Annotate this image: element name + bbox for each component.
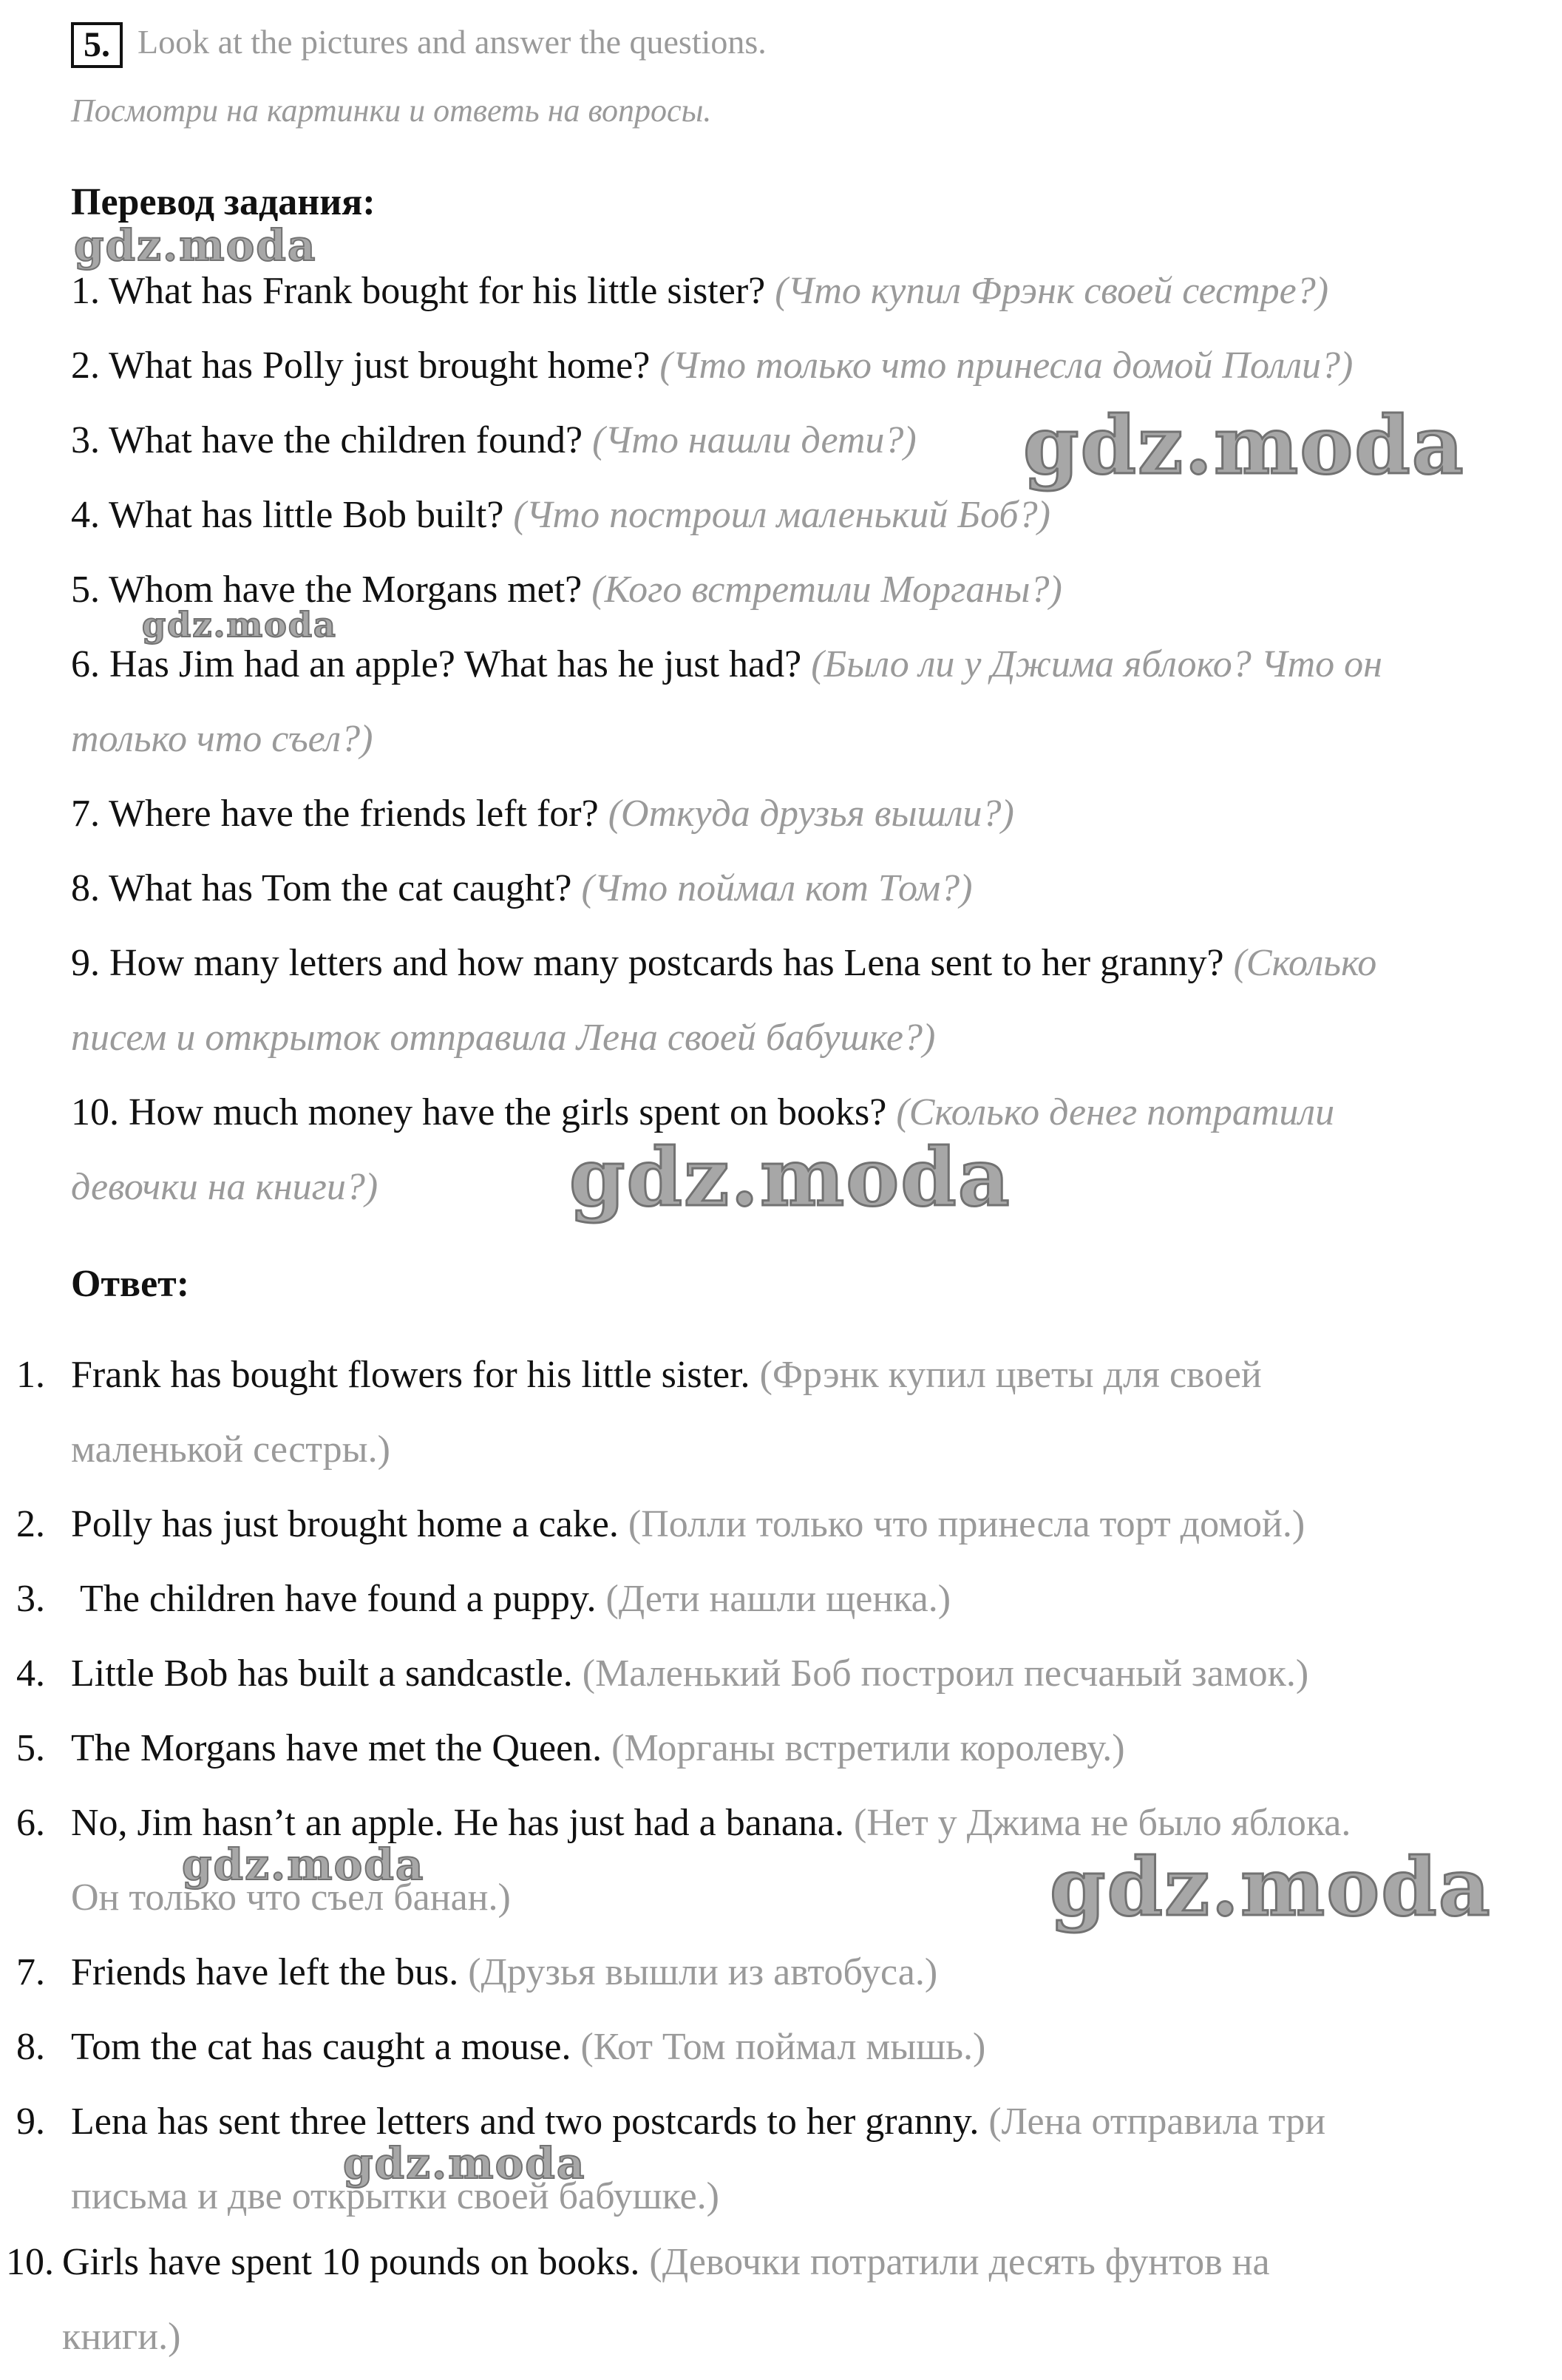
answer-8-number: 8.	[16, 2026, 45, 2068]
answer-7-number: 7.	[16, 1951, 45, 1993]
watermark: gdz.moda	[1023, 399, 1465, 492]
task-number: 5.	[71, 22, 123, 68]
translation-heading: Перевод задания:	[71, 181, 376, 223]
answer-7: Friends have left the bus. (Друзья вышли из автобуса.)	[71, 1951, 938, 1993]
question-6: 6. Has Jim had an apple? What has he just had? (Было ли у Джима яблоко? Что он	[71, 643, 1382, 685]
answer-2-number: 2.	[16, 1503, 45, 1545]
answer-3: The children have found a puppy. (Дети нашли щенка.)	[71, 1578, 951, 1620]
watermark: gdz.moda	[142, 605, 337, 645]
answer-9-continued: письма и две открытки своей бабушке.)	[71, 2175, 719, 2217]
question-2: 2. What has Polly just brought home? (Что только что принесла домой Полли?)	[71, 345, 1354, 387]
answer-8: Tom the cat has caught a mouse. (Кот Том поймал мышь.)	[71, 2026, 986, 2068]
answer-5: The Morgans have met the Queen. (Морганы встретили королеву.)	[71, 1727, 1125, 1769]
question-9-continued: писем и открыток отправила Лена своей бабушке?)	[71, 1017, 936, 1059]
answer-1: Frank has bought flowers for his little sister. (Фрэнк купил цветы для своей	[71, 1354, 1262, 1396]
answer-2: Polly has just brought home a cake. (Полли только что принесла торт домой.)	[71, 1503, 1305, 1545]
question-1: 1. What has Frank bought for his little sister? (Что купил Фрэнк своей сестре?)	[71, 270, 1329, 312]
question-10-continued: девочки на книги?)	[71, 1166, 378, 1208]
instruction-ru: Посмотри на картинки и ответь на вопросы.	[71, 92, 712, 129]
answer-1-number: 1.	[16, 1354, 45, 1396]
answer-heading: Ответ:	[71, 1263, 190, 1305]
question-3: 3. What have the children found? (Что нашли дети?)	[71, 419, 917, 461]
watermark: gdz.moda	[74, 220, 317, 271]
answer-4: Little Bob has built a sandcastle. (Маленький Боб построил песчаный замок.)	[71, 1652, 1309, 1695]
answer-4-number: 4.	[16, 1652, 45, 1695]
answer-9-number: 9.	[16, 2101, 45, 2143]
watermark: gdz.moda	[343, 2138, 586, 2189]
question-5: 5. Whom have the Morgans met? (Кого встретили Морганы?)	[71, 569, 1062, 611]
question-8: 8. What has Tom the cat caught? (Что поймал кот Том?)	[71, 867, 973, 909]
answer-1-continued: маленькой сестры.)	[71, 1428, 390, 1471]
answer-10-number: 10.	[6, 2241, 54, 2283]
answer-6-number: 6.	[16, 1802, 45, 1844]
watermark: gdz.moda	[1050, 1841, 1492, 1934]
answer-6-continued: Он только что съел банан.)	[71, 1876, 511, 1919]
answer-10: Girls have spent 10 pounds on books. (Девочки потратили десять фунтов на	[62, 2241, 1270, 2283]
question-7: 7. Where have the friends left for? (Откуда друзья вышли?)	[71, 793, 1014, 835]
answer-5-number: 5.	[16, 1727, 45, 1769]
question-10: 10. How much money have the girls spent on books? (Сколько денег потратили	[71, 1091, 1335, 1133]
watermark: gdz.moda	[569, 1131, 1011, 1224]
answer-10-continued: книги.)	[62, 2316, 181, 2358]
answer-3-number: 3.	[16, 1578, 45, 1620]
question-4: 4. What has little Bob built? (Что построил маленький Боб?)	[71, 494, 1050, 536]
answer-6: No, Jim hasn’t an apple. He has just had a banana. (Нет у Джима не было яблока.	[71, 1802, 1351, 1844]
instruction-en: Look at the pictures and answer the questions.	[137, 23, 767, 61]
watermark: gdz.moda	[182, 1840, 425, 1890]
question-6-continued: только что съел?)	[71, 718, 373, 760]
question-9: 9. How many letters and how many postcards has Lena sent to her granny? (Сколько	[71, 942, 1377, 984]
answer-9: Lena has sent three letters and two postcards to her granny. (Лена отправила три	[71, 2101, 1326, 2143]
